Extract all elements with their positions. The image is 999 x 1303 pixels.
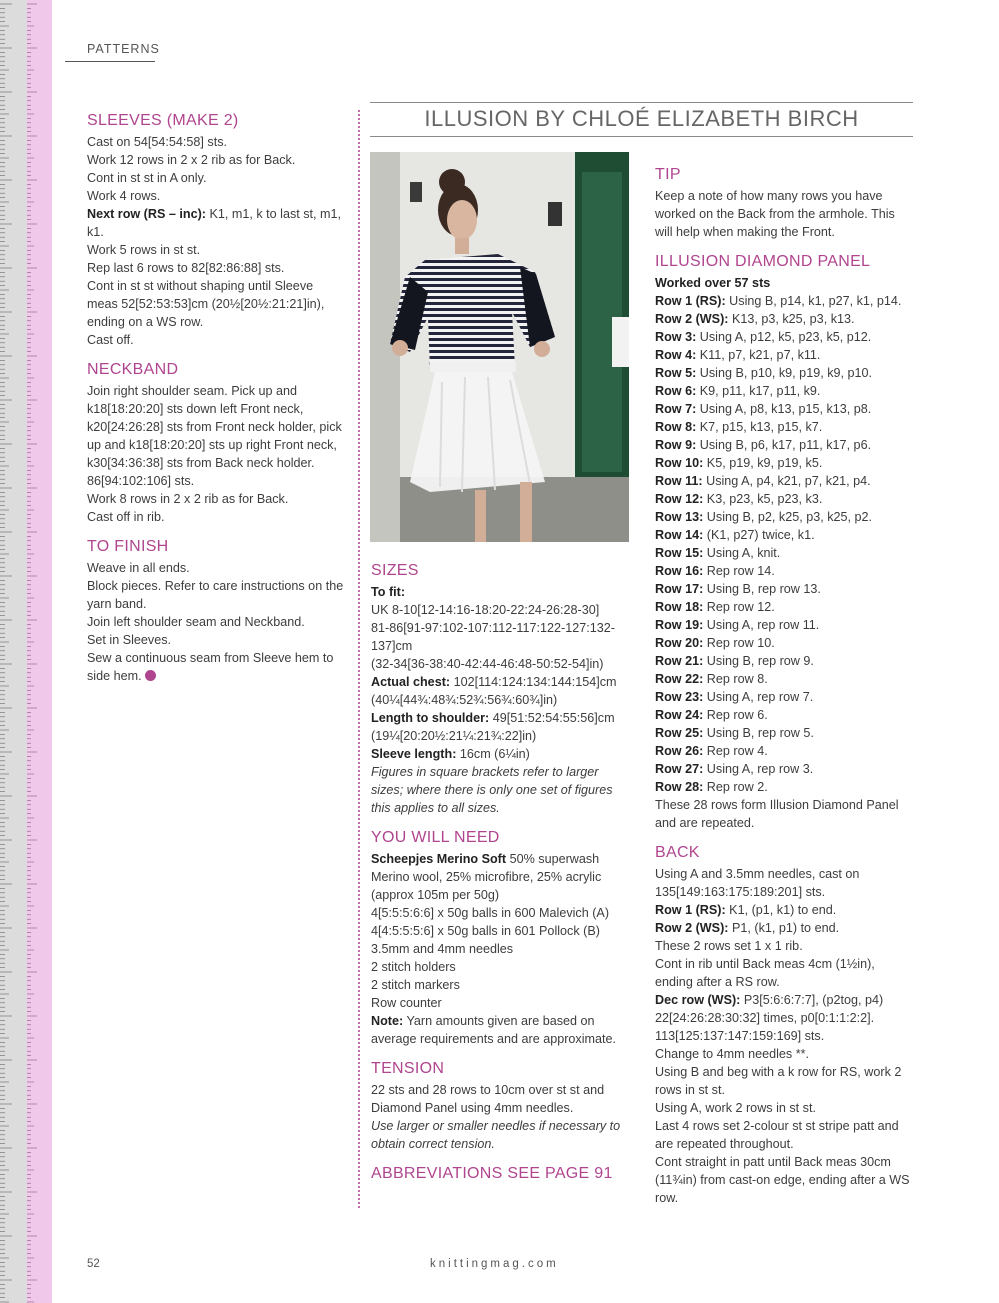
panel-row: Row 5: Using B, p10, k9, p19, k9, p10. [655, 366, 873, 380]
tip-heading: TIP [655, 166, 681, 183]
finish-section [87, 536, 345, 685]
back-line: Dec row (WS): P3[5:6:6:7:7], (p2tog, p4) 22[24:26:28:30:32] times, p0[0:1:1:2:2]. 113[125:137:147:159:169] sts. [655, 993, 884, 1043]
panel-row: Row 22: Rep row 8. [655, 672, 768, 686]
need-line: Row counter [371, 996, 442, 1010]
panel-row: Row 3: Using A, p12, k5, p23, k5, p12. [655, 330, 872, 344]
abbreviations-heading: ABBREVIATIONS SEE PAGE 91 [371, 1165, 613, 1182]
website: knittingmag.com [430, 1258, 559, 1270]
need-note: Note: Yarn amounts given are based on average requirements and are approximate. [371, 1014, 617, 1046]
sleeves-line: Cast off. [87, 333, 134, 347]
panel-row: Row 13: Using B, p2, k25, p3, k25, p2. [655, 510, 873, 524]
sleeves-line: Next row (RS – inc): K1, m1, k to last st, m1, k1. [87, 207, 342, 239]
panel-row: Row 7: Using A, p8, k13, p15, k13, p8. [655, 402, 872, 416]
panel-row: Row 17: Using B, rep row 13. [655, 582, 821, 596]
finish-line: Join left shoulder seam and Neckband. [87, 615, 305, 629]
neckband-line: Join right shoulder seam. Pick up and k18[18:20:20] sts down left Front neck, k20[24:26:28] sts from Front neck holder, pick up and k18[18:20:20] sts up right Front neck, k30[34:36:38] sts from Back neck holder. 86[94:102:106] sts. [87, 384, 342, 488]
panel-row: Row 8: K7, p15, k13, p15, k7. [655, 420, 823, 434]
need-section [371, 827, 633, 1048]
sizes-note: Figures in square brackets refer to larger sizes; where there is only one set of figures this applies to all sizes. [371, 765, 613, 815]
tension-text: 22 sts and 28 rows to 10cm over st st and Diamond Panel using 4mm needles. [371, 1083, 605, 1115]
sizes-fit-line: UK 8-10[12-14:16-18:20-22:24-26:28-30] [371, 603, 600, 617]
panel-row: Row 26: Rep row 4. [655, 744, 768, 758]
need-line: 4[5:5:5:6:6] x 50g balls in 600 Malevich (A) [371, 906, 610, 920]
sizes-length: Length to shoulder: 49[51:52:54:55:56]cm (19¼[20:20½:21¼:21¾:22]in) [371, 711, 615, 743]
sleeves-line: Work 12 rows in 2 x 2 rib as for Back. [87, 153, 296, 167]
tension-heading: TENSION [371, 1060, 445, 1077]
panel-row: Row 20: Rep row 10. [655, 636, 775, 650]
back-heading: BACK [655, 844, 700, 861]
back-section [655, 842, 913, 1207]
neckband-section [87, 359, 345, 526]
tip-section [655, 164, 913, 241]
panel-row: Row 25: Using B, rep row 5. [655, 726, 814, 740]
back-line: Row 1 (RS): K1, (p1, k1) to end. [655, 903, 837, 917]
column-divider [358, 110, 360, 1208]
panel-heading: ILLUSION DIAMOND PANEL [655, 253, 871, 270]
sleeves-heading: SLEEVES (MAKE 2) [87, 112, 239, 129]
panel-row: Row 4: K11, p7, k21, p7, k11. [655, 348, 821, 362]
panel-subheading: Worked over 57 sts [655, 276, 771, 290]
column-left [87, 110, 345, 695]
column-right [655, 164, 913, 1217]
neckband-line: Cast off in rib. [87, 510, 165, 524]
back-line: These 2 rows set 1 x 1 rib. [655, 939, 803, 953]
sleeves-line: Cont in st st in A only. [87, 171, 207, 185]
back-line: Using A, work 2 rows in st st. [655, 1101, 816, 1115]
sizes-heading: SIZES [371, 562, 419, 579]
panel-row: Row 11: Using A, p4, k21, p7, k21, p4. [655, 474, 871, 488]
need-line: 4[4:5:5:5:6] x 50g balls in 601 Pollock (B) [371, 924, 600, 938]
need-line: 2 stitch markers [371, 978, 460, 992]
sleeves-line: Cont in st st without shaping until Sleeve meas 52[52:53:53]cm (20½[20½:21:21]in), ending on a WS row. [87, 279, 325, 329]
finish-line: Block pieces. Refer to care instructions on the yarn band. [87, 579, 344, 611]
sizes-actual-chest: Actual chest: 102[114:124:134:144:154]cm (40¼[44¾:48¾:52¾:56¾:60¾]in) [371, 675, 617, 707]
finish-line: Set in Sleeves. [87, 633, 172, 647]
page-ruler [0, 0, 52, 1303]
panel-row: Row 23: Using A, rep row 7. [655, 690, 814, 704]
back-line: Cont straight in patt until Back meas 30cm (11¾in) from cast-on edge, ending after a WS row. [655, 1155, 910, 1205]
neckband-line: Work 8 rows in 2 x 2 rib as for Back. [87, 492, 289, 506]
back-line: Row 2 (WS): P1, (k1, p1) to end. [655, 921, 840, 935]
sizes-sleeve: Sleeve length: 16cm (6¼in) [371, 747, 530, 761]
panel-row: Row 1 (RS): Using B, p14, k1, p27, k1, p14. [655, 294, 902, 308]
neckband-heading: NECKBAND [87, 361, 179, 378]
panel-footer: These 28 rows form Illusion Diamond Panel and are repeated. [655, 798, 899, 830]
pattern-title: ILLUSION BY CHLOÉ ELIZABETH BIRCH [424, 106, 859, 131]
section-rule [65, 61, 155, 62]
pattern-title-bar [370, 102, 913, 137]
need-heading: YOU WILL NEED [371, 829, 500, 846]
back-line: Cont in rib until Back meas 4cm (1½in), ending after a RS row. [655, 957, 875, 989]
tension-note: Use larger or smaller needles if necessary to obtain correct tension. [371, 1119, 621, 1151]
panel-row: Row 9: Using B, p6, k17, p11, k17, p6. [655, 438, 872, 452]
panel-row: Row 15: Using A, knit. [655, 546, 781, 560]
need-line: 3.5mm and 4mm needles [371, 942, 514, 956]
panel-row: Row 19: Using A, rep row 11. [655, 618, 820, 632]
panel-row: Row 12: K3, p23, k5, p23, k3. [655, 492, 823, 506]
panel-row: Row 21: Using B, rep row 9. [655, 654, 814, 668]
back-line: Using A and 3.5mm needles, cast on 135[149:163:175:189:201] sts. [655, 867, 860, 899]
page-number: 52 [87, 1258, 100, 1270]
sleeves-section [87, 110, 345, 349]
tip-text: Keep a note of how many rows you have worked on the Back from the armhole. This will help when making the Front. [655, 189, 895, 239]
need-yarn: Scheepjes Merino Soft 50% superwash Merino wool, 25% microfibre, 25% acrylic (approx 105m per 50g) [371, 852, 602, 902]
sizes-section [371, 560, 633, 817]
panel-row: Row 16: Rep row 14. [655, 564, 775, 578]
panel-row: Row 10: K5, p19, k9, p19, k5. [655, 456, 823, 470]
panel-row: Row 14: (K1, p27) twice, k1. [655, 528, 815, 542]
sizes-fit-line: (32-34[36-38:40-42:44-46:48-50:52-54]in) [371, 657, 604, 671]
finish-last-line: Sew a continuous seam from Sleeve hem to side hem. [87, 651, 334, 683]
finish-heading: TO FINISH [87, 538, 169, 555]
back-line: Change to 4mm needles **. [655, 1047, 810, 1061]
sleeves-line: Work 4 rows. [87, 189, 161, 203]
sleeves-line: Work 5 rows in st st. [87, 243, 201, 257]
panel-row: Row 2 (WS): K13, p3, k25, p3, k13. [655, 312, 855, 326]
panel-row: Row 28: Rep row 2. [655, 780, 768, 794]
sleeves-line: Cast on 54[54:54:58] sts. [87, 135, 228, 149]
panel-row: Row 6: K9, p11, k17, p11, k9. [655, 384, 821, 398]
back-line: Using B and beg with a k row for RS, work 2 rows in st st. [655, 1065, 902, 1097]
finish-line: Weave in all ends. [87, 561, 190, 575]
sizes-to-fit-label: To fit: [371, 585, 406, 599]
panel-row: Row 27: Using A, rep row 3. [655, 762, 814, 776]
back-line: Last 4 rows set 2-colour st st stripe patt and are repeated throughout. [655, 1119, 899, 1151]
panel-row: Row 18: Rep row 12. [655, 600, 775, 614]
end-mark-icon [145, 670, 156, 681]
ruler-ticks [0, 0, 52, 1303]
model-photo [370, 152, 629, 542]
tension-section [371, 1058, 633, 1153]
section-label: PATTERNS [87, 42, 160, 56]
sleeves-line: Rep last 6 rows to 82[82:86:88] sts. [87, 261, 285, 275]
need-line: 2 stitch holders [371, 960, 456, 974]
sizes-fit-line: 81-86[91-97:102-107:112-117:122-127:132-137]cm [371, 621, 615, 653]
panel-section [655, 251, 913, 832]
panel-row: Row 24: Rep row 6. [655, 708, 768, 722]
column-middle [371, 560, 633, 1186]
